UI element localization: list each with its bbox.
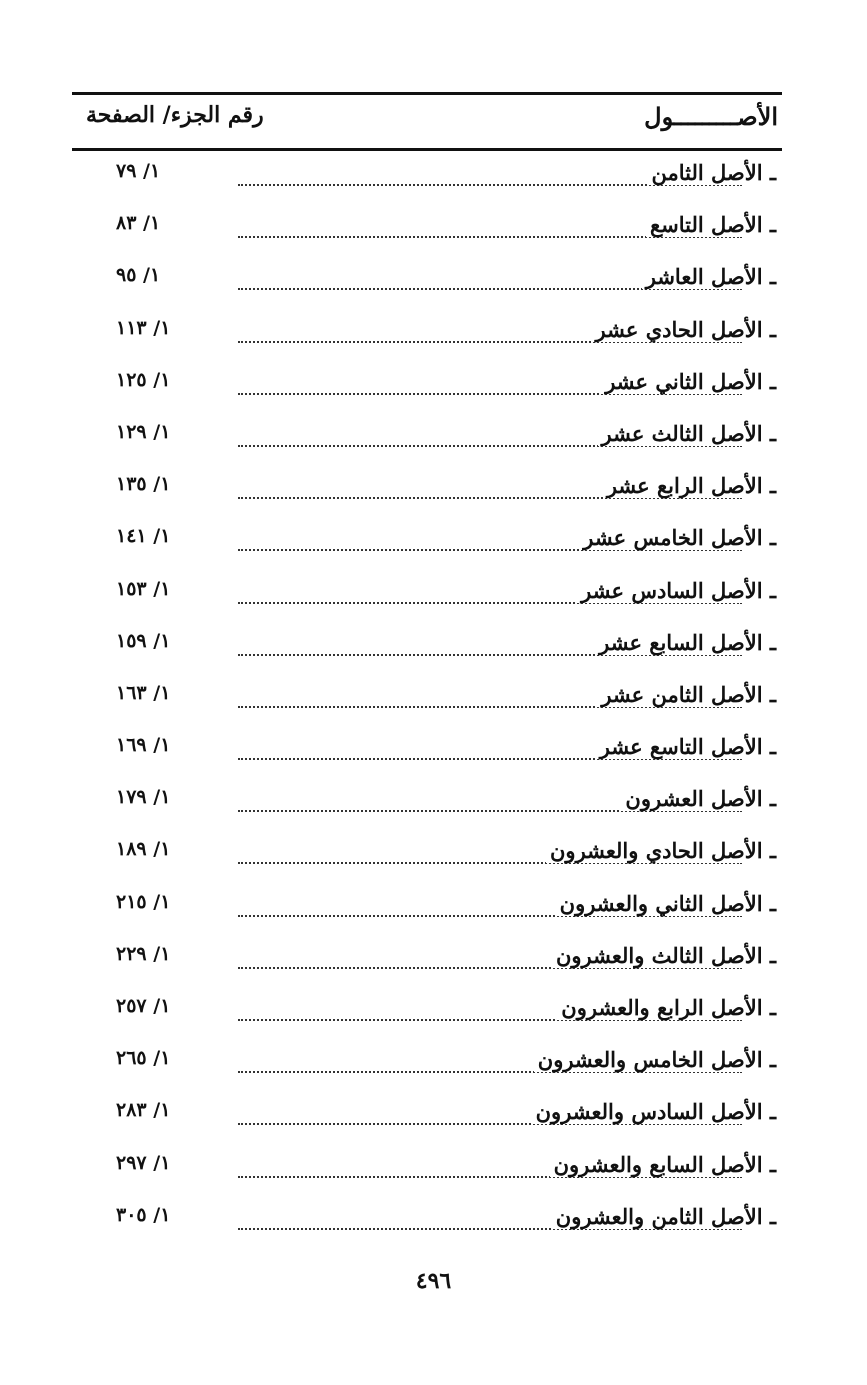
entry-title: ـ الأصل الثاني والعشرون xyxy=(556,891,776,916)
list-item xyxy=(72,989,782,1041)
entry-page-ref: ١/ ١٧٩ xyxy=(116,786,171,809)
entry-title: ـ الأصل الحادي عشر xyxy=(592,317,776,342)
entry-title: ـ الأصل الحادي والعشرون xyxy=(546,838,776,863)
entry-title: ـ الأصل التاسع عشر xyxy=(596,734,776,759)
entry-title: ـ الأصل التاسع xyxy=(646,212,776,237)
entry-title: ـ الأصل الثالث والعشرون xyxy=(552,943,776,968)
entry-page-ref: ١/ ١٥٩ xyxy=(116,629,171,652)
list-item xyxy=(72,311,782,363)
entry-page-ref: ١/ ١٤١ xyxy=(116,525,171,548)
list-item xyxy=(72,519,782,571)
list-item xyxy=(72,832,782,884)
entry-page-ref: ١/ ٢١٥ xyxy=(116,890,171,913)
entry-page-ref: ١/ ٨٣ xyxy=(116,212,161,235)
entry-page-ref: ١/ ١٢٥ xyxy=(116,368,171,391)
list-item xyxy=(72,415,782,467)
header-bottom-rule xyxy=(72,148,782,151)
entry-title: ـ الأصل الخامس عشر xyxy=(579,525,776,550)
list-item xyxy=(72,154,782,206)
header-page-column: رقم الجزء/ الصفحة xyxy=(86,102,264,128)
entry-title: ـ الأصل الثامن والعشرون xyxy=(552,1204,776,1229)
entry-title: ـ الأصل الثامن xyxy=(647,160,776,185)
entry-title: ـ الأصل العاشر xyxy=(642,264,776,289)
entry-page-ref: ١/ ٩٥ xyxy=(116,264,161,287)
list-item xyxy=(72,206,782,258)
entry-page-ref: ١/ ٣٠٥ xyxy=(116,1203,171,1226)
list-item xyxy=(72,780,782,832)
entry-page-ref: ١/ ١٢٩ xyxy=(116,420,171,443)
entry-page-ref: ١/ ٢٩٧ xyxy=(116,1151,171,1174)
list-item xyxy=(72,258,782,310)
list-item xyxy=(72,1198,782,1250)
list-item xyxy=(72,1093,782,1145)
entry-title: ـ الأصل الرابع عشر xyxy=(603,473,776,498)
entry-title: ـ الأصل الثالث عشر xyxy=(598,421,776,446)
entry-page-ref: ١/ ١٣٥ xyxy=(116,473,171,496)
entry-title: ـ الأصل الخامس والعشرون xyxy=(534,1047,776,1072)
entry-title: ـ الأصل السادس والعشرون xyxy=(532,1099,776,1124)
list-item xyxy=(72,624,782,676)
header-top-rule xyxy=(72,92,782,95)
contents-list xyxy=(72,154,782,1250)
entry-title: ـ الأصل العشرون xyxy=(621,786,776,811)
page-number: ٤٩٦ xyxy=(415,1268,452,1294)
header-title: الأصـــــــــول xyxy=(644,102,778,131)
entry-page-ref: ١/ ٢٦٥ xyxy=(116,1047,171,1070)
entry-page-ref: ١/ ٢٥٧ xyxy=(116,995,171,1017)
list-item xyxy=(72,1146,782,1198)
entry-title: ـ الأصل السادس عشر xyxy=(577,578,776,603)
entry-title: ـ الأصل الثامن عشر xyxy=(597,682,776,707)
entry-page-ref: ١/ ٢٢٩ xyxy=(116,942,171,965)
table-header xyxy=(72,96,782,146)
entry-title: ـ الأصل السابع والعشرون xyxy=(550,1152,776,1177)
entry-page-ref: ١/ ١٥٣ xyxy=(116,577,171,600)
entry-page-ref: ١/ ١٦٩ xyxy=(116,734,171,757)
list-item xyxy=(72,885,782,937)
entry-page-ref: ١/ ١١٣ xyxy=(116,316,171,339)
entry-title: ـ الأصل الثاني عشر xyxy=(601,369,776,394)
list-item xyxy=(72,467,782,519)
entry-page-ref: ١/ ١٦٣ xyxy=(116,681,171,704)
list-item xyxy=(72,363,782,415)
entry-title: ـ الأصل السابع عشر xyxy=(595,630,776,655)
list-item xyxy=(72,676,782,728)
entry-title: ـ الأصل الرابع والعشرون xyxy=(557,995,776,1020)
list-item xyxy=(72,728,782,780)
list-item xyxy=(72,937,782,989)
entry-page-ref: ١/ ١٨٩ xyxy=(116,838,171,861)
list-item xyxy=(72,1041,782,1093)
entry-page-ref: ١/ ٧٩ xyxy=(116,160,161,182)
list-item xyxy=(72,572,782,624)
entry-page-ref: ١/ ٢٨٣ xyxy=(116,1099,171,1122)
